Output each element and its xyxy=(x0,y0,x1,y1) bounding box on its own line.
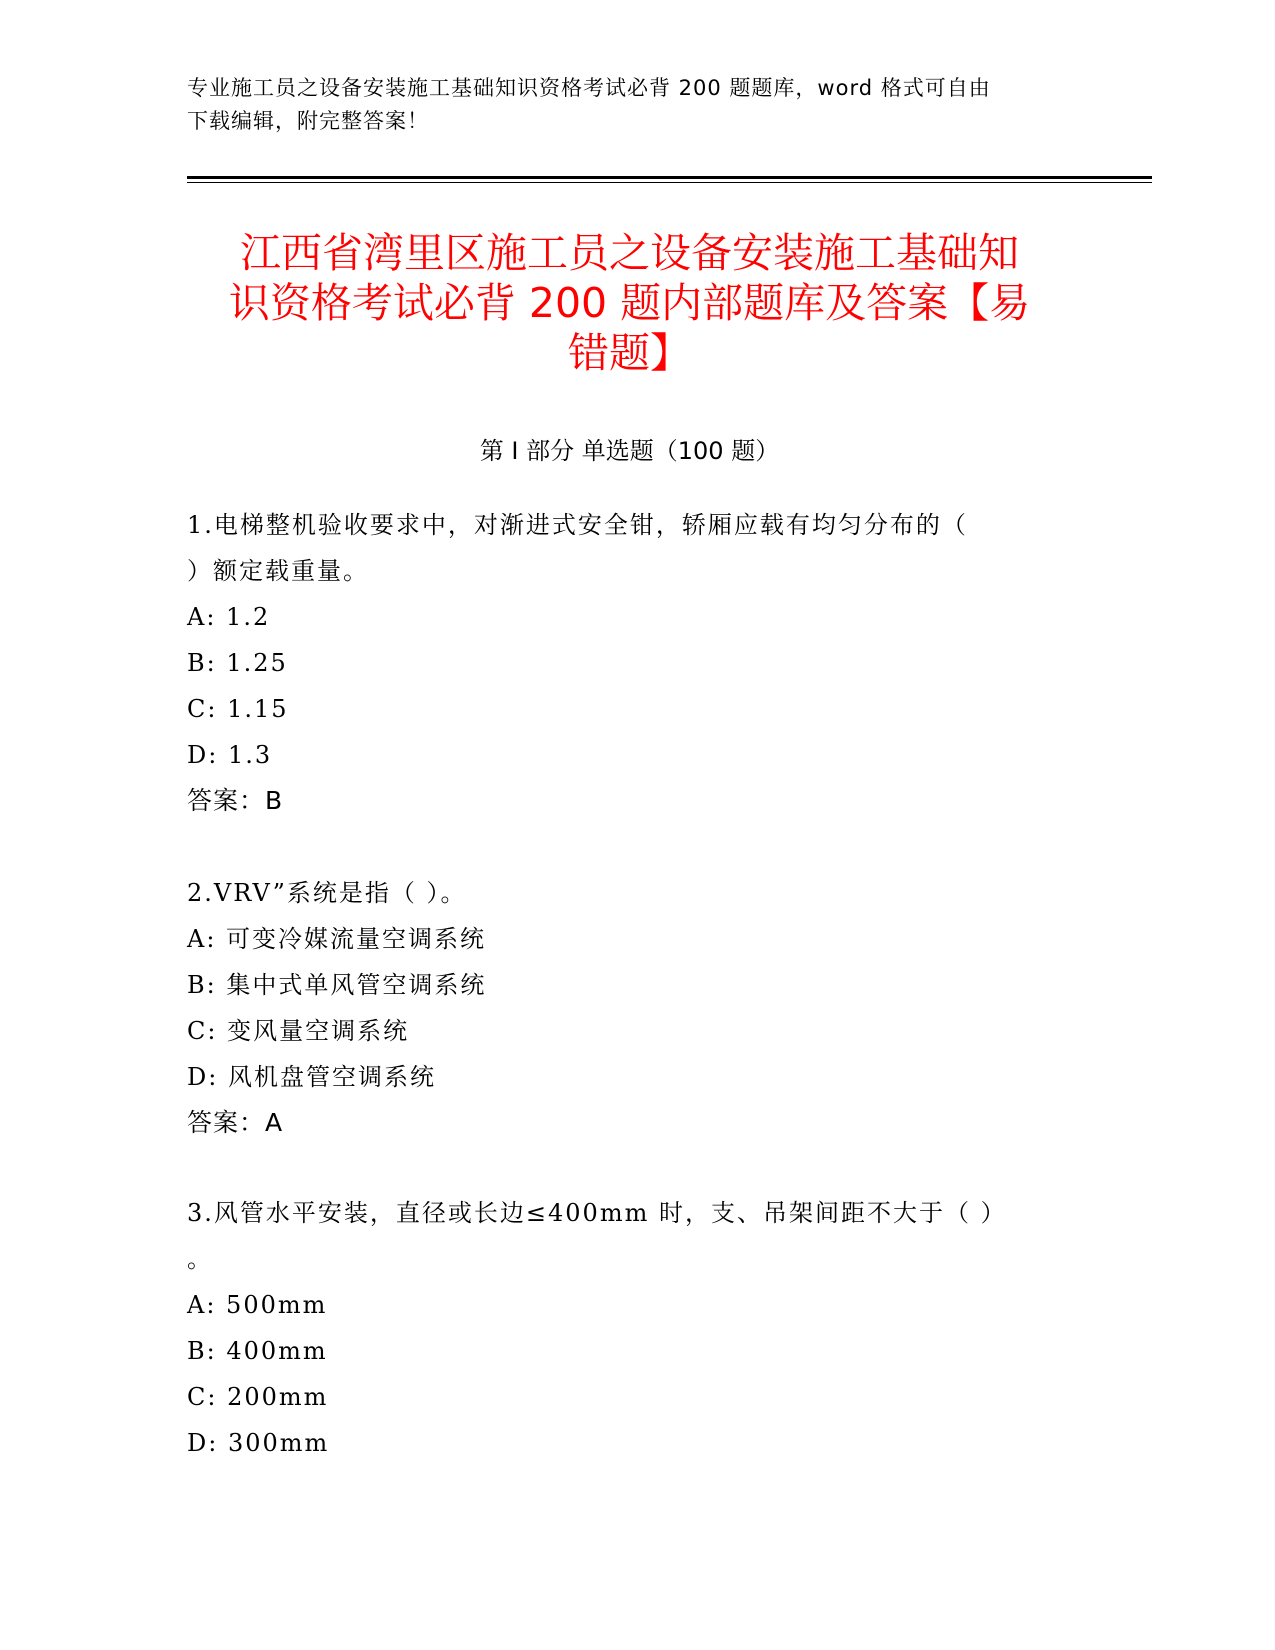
option-c: C: 变风量空调系统 xyxy=(187,1017,410,1045)
answer: 答案：A xyxy=(187,1108,284,1137)
option-b: B: 1.25 xyxy=(187,649,288,677)
question-stem: 1.电梯整机验收要求中，对渐进式安全钳，轿厢应载有均匀分布的（ xyxy=(187,511,968,539)
question-stem-continued: 。 xyxy=(187,1245,213,1273)
header-divider-thin xyxy=(187,182,1152,183)
header-note-line-1: 专业施工员之设备安装施工基础知识资格考试必背 200 题题库，word 格式可自由 xyxy=(187,76,991,100)
question-stem-continued: ）额定载重量。 xyxy=(187,557,369,585)
question-3 xyxy=(187,1190,1067,1466)
document-title xyxy=(187,228,1072,378)
option-b: B: 集中式单风管空调系统 xyxy=(187,971,487,999)
header-note-line-2: 下载编辑，附完整答案！ xyxy=(187,109,429,133)
option-d: D: 300mm xyxy=(187,1429,330,1457)
option-b: B: 400mm xyxy=(187,1337,328,1365)
title-line-2: 识资格考试必背 200 题内部题库及答案【易 xyxy=(228,279,1031,327)
option-a: A: 1.2 xyxy=(187,603,271,631)
header-note xyxy=(187,72,1067,138)
option-a: A: 500mm xyxy=(187,1291,328,1319)
option-a: A: 可变冷媒流量空调系统 xyxy=(187,925,487,953)
question-stem: 3.风管水平安装，直径或长边≤400mm 时，支、吊架间距不大于（ ） xyxy=(187,1199,1007,1227)
title-line-1: 江西省湾里区施工员之设备安装施工基础知 xyxy=(240,229,1019,277)
question-1 xyxy=(187,502,1067,824)
option-d: D: 风机盘管空调系统 xyxy=(187,1063,436,1091)
option-c: C: 200mm xyxy=(187,1383,329,1411)
question-stem: 2.VRV”系统是指（ ）。 xyxy=(187,879,467,907)
header-divider-thick xyxy=(187,176,1152,179)
title-line-3: 错题】 xyxy=(568,329,691,377)
option-c: C: 1.15 xyxy=(187,695,289,723)
answer: 答案：B xyxy=(187,786,284,815)
option-d: D: 1.3 xyxy=(187,741,273,769)
section-heading: 第 I 部分 单选题（100 题） xyxy=(479,437,780,465)
question-2 xyxy=(187,870,1067,1146)
